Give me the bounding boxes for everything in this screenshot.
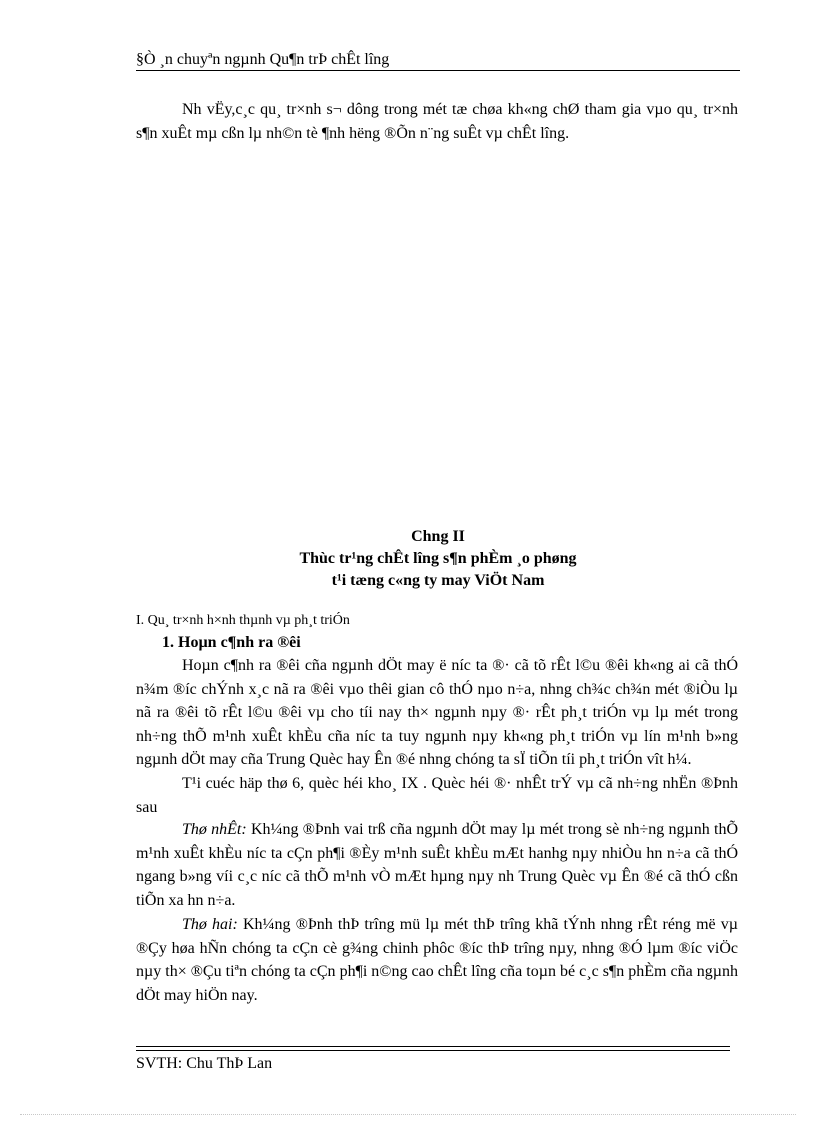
- chapter-title-line1: Thùc tr¹ng chÊt lîng s¶n phÈm ¸o phøng: [299, 550, 577, 567]
- header-divider: [136, 70, 740, 71]
- paragraph-3-label: Thø nhÊt:: [182, 821, 247, 838]
- subsection-title: 1. Hoµn c¶nh ra ®êi: [162, 634, 301, 651]
- paragraph-3-text: Kh¼ng ®Þnh vai trß cña ngµnh dÖt may lµ mét trong sè nh÷ng ngµnh thÕ m¹nh xuÊt khÈu níc ta cÇn ph¶i ®Èy m¹nh suÊt khÈu mÆt hanhg nµy nhiÒu hn n÷a cã thÓ ngang b»ng víi c¸c níc cã thÕ m¹nh vÒ mÆt hµng nµy nh Trung Quèc vµ Ên ®é cã thÓ cßn tiÕn xa hn n÷a.: [136, 821, 739, 909]
- body-paragraph-3: [136, 818, 738, 912]
- intro-paragraph: Nh vËy,c¸c qu¸ tr×nh s¬ dông trong mét tæ chøa kh«ng chØ tham gia vµo qu¸ tr×nh s¶n xuÊt mµ cßn lµ nh©n tè ¶nh hëng ®Õn n¨ng suÊt vµ chÊt lîng.: [136, 101, 738, 142]
- paragraph-4-text: Kh¼ng ®Þnh thÞ trîng mü lµ mét thÞ trîng khã tÝnh nhng rÊt réng më vµ ®Çy høa hÑn chóng ta cÇn cè g¾ng chinh phôc ®íc thÞ trîng nµy, nhng ®Ó lµm ®íc viÖc nµy th× ®Çu tiªn chóng ta cÇn ph¶i n©ng cao chÊt lîng cña toµn bé c¸c s¶n phÈm cña ngµnh dÖt may hiÖn nay.: [136, 916, 738, 1004]
- chapter-number: Chng II: [411, 528, 465, 545]
- page-bottom-dotted-border: [20, 1114, 796, 1115]
- chapter-title-line2: t¹i tæng c«ng ty may ViÖt Nam: [331, 572, 545, 589]
- paragraph-4-label: Thø hai:: [182, 916, 238, 933]
- body-paragraph-4: [136, 913, 738, 1007]
- footer-divider-bottom: [136, 1050, 730, 1051]
- footer-divider-top: [136, 1046, 730, 1047]
- footer-author: SVTH: Chu ThÞ Lan: [136, 1055, 273, 1072]
- chapter-heading: [136, 526, 740, 592]
- body-paragraph-1: Hoµn c¶nh ra ®êi cña ngµnh dÖt may ë níc ta ®· cã tõ rÊt l©u ®êi kh«ng ai cã thÓ n¾m ®íc chÝnh x¸c nã ra ®êi vµo thêi gian cô thÓ nµo n÷a, nhng ch¾c ch¾n mét ®iÒu lµ nã ra ®êi tõ rÊt l©u ®êi vµ cho tíi nay th× ngµnh nµy ®· rÊt ph¸t triÓn vµ lµ mét trong nh÷ng thÕ m¹nh xuÊt khÈu cña níc ta tuy ngµnh nµy kh«ng ph¸t triÓn vµ lín m¹nh b»ng ngµnh dÖt may cña Trung Quèc hay Ên ®é nhng chóng ta sÏ tiÕn tíi ph¸t triÓn vît h¼.: [136, 657, 738, 768]
- body-paragraph-2: T¹i cuéc häp thø 6, quèc héi kho¸ IX . Quèc héi ®· nhÊt trÝ vµ cã nh÷ng nhËn ®Þnh sau: [136, 775, 738, 816]
- section-title: I. Qu¸ tr×nh h×nh thµnh vµ ph¸t triÓn: [136, 613, 350, 628]
- page-header-title: §Ò ¸n chuyªn ngµnh Qu¶n trÞ chÊt lîng: [136, 51, 390, 68]
